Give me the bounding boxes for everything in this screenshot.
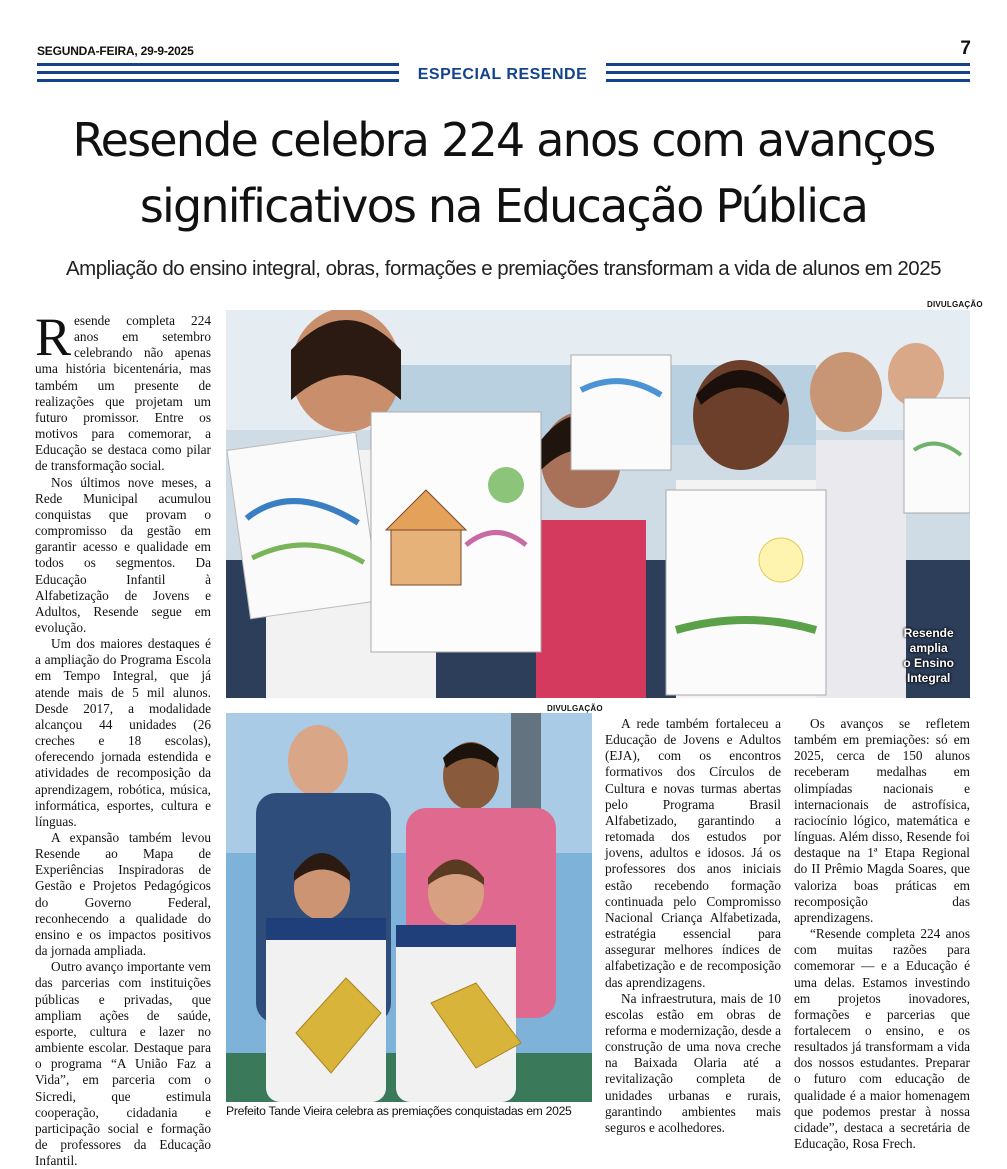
photo-mayor-students <box>226 713 592 1102</box>
paragraph: A rede também fortaleceu a Educação de Jovens e Adultos (EJA), com os encontros formativos dos Círculos de Cultura e novas turmas abertas pelo Programa Brasil Alfabetizado, garantindo a retomada dos estudos por jovens, adultos e idosos. Já os professores dos anos iniciais estão recebendo formação continuada pelo Compromisso Nacional Criança Alfabetizada, estratégia essencial para assegurar melhores índices de alfabetização e de recomposição das aprendizagens. <box>605 716 781 990</box>
paragraph: “Resende completa 224 anos com muitas razões para comemorar — e a Educação é uma delas. Estamos investindo em projetos inovadores, formações e parcerias que fortalecem o ensino, e os resultados já transformam a vida dos nossos estudantes. Preparar o futuro com educação de qualidade é a maior homenagem que podemos prestar à nossa cidade”, destaca a secretária de Educação, Rosa Frech. <box>794 926 970 1152</box>
photo-children-drawings <box>226 310 970 698</box>
page-number: 7 <box>960 38 971 59</box>
photo-credit-bottom: DIVULGAÇÃO <box>547 704 603 713</box>
paragraph: Os avanços se refletem também em premiações: só em 2025, cerca de 150 alunos receberam medalhas em olimpíadas nacionais e internacionais de astrofísica, raciocínio lógico, matemática e línguas. Além disso, Resende foi destaque na 1ª Etapa Regional do II Prêmio Magda Soares, que valoriza boas práticas em recomposição das aprendizagens. <box>794 716 970 925</box>
paragraph: Resende completa 224 anos em setembro celebrando não apenas uma história bicentenária, mas também um presente de realizações que projetam um futuro promissor. Entre os motivos para comemorar, a Educação se destaca como pilar de transformação social. <box>35 307 211 474</box>
headline-line-1: Resende celebra 224 anos com avanços <box>72 113 935 167</box>
photo-caption-top: Resende amplia o Ensino Integral <box>903 626 954 685</box>
section-rule-left <box>37 63 399 85</box>
paragraph: Um dos maiores destaques é a ampliação do Programa Escola em Tempo Integral, que já atende mais de 5 mil alunos. Desde 2017, a modalidade alcançou 44 unidades (26 creches e 18 escolas), oferecendo jornada estendida e atividades de recomposição da aprendizagem, robótica, música, informática, esportes, cultura e línguas. <box>35 636 211 829</box>
photo-credit-top: DIVULGAÇÃO <box>927 300 983 309</box>
section-label: ESPECIAL RESENDE <box>417 66 588 83</box>
subheadline: Ampliação do ensino integral, obras, formações e premiações transformam a vida de alunos em 2025 <box>66 257 941 280</box>
article-column-4 <box>794 716 970 1152</box>
headline-line-2: significativos na Educação Pública <box>139 179 868 233</box>
article-column-1 <box>35 307 211 1169</box>
headline <box>20 107 987 239</box>
edition-date: SEGUNDA-FEIRA, 29-9-2025 <box>37 44 194 58</box>
drop-cap: R <box>35 307 72 367</box>
article-column-3 <box>605 716 781 1136</box>
photo-caption-bottom: Prefeito Tande Vieira celebra as premiações conquistadas em 2025 <box>226 1104 572 1118</box>
paragraph: Nos últimos nove meses, a Rede Municipal acumulou conquistas que provam o compromisso da gestão em garantir acesso e qualidade em todos os segmentos. Da Educação Infantil à Alfabetização de Jovens e Adultos, Resende segue em evolução. <box>35 474 211 635</box>
paragraph: Outro avanço importante vem das parcerias com instituições públicas e privadas, que ampliam ações de saúde, esporte, cultura e lazer no ambiente escolar. Destaque para o programa “A União Faz a Vida”, em parceria com o Sicredi, que estimula cooperação, cidadania e participação social e formação de professores da Educação Infantil. <box>35 959 211 1169</box>
paragraph: Na infraestrutura, mais de 10 escolas estão em obras de reforma e modernização, desde a construção de uma nova creche na Baixada Olaria até a revitalização completa de unidades urbanas e rurais, garantindo ambientes mais seguros e acolhedores. <box>605 990 781 1135</box>
mayor-photo-illustration <box>226 713 592 1102</box>
paragraph: A expansão também levou Resende ao Mapa de Experiências Inspiradoras de Gestão e Projetos Pedagógicos do Governo Federal, reconhecendo a qualidade do ensino e os impactos positivos da jornada ampliada. <box>35 830 211 959</box>
children-photo-illustration <box>226 310 970 698</box>
section-rule-right <box>606 63 970 85</box>
